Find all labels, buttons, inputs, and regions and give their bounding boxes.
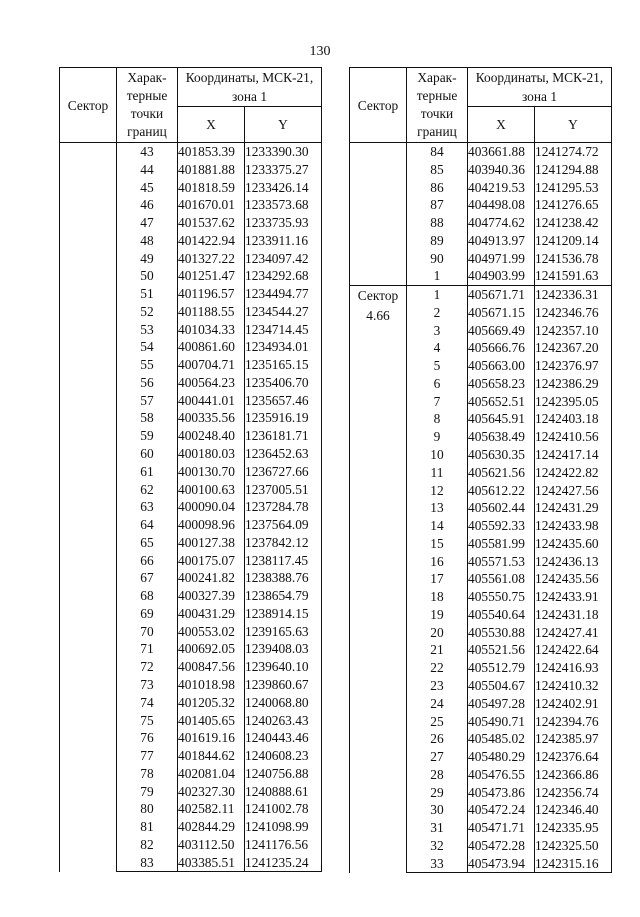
point-number-cell: 12 bbox=[407, 482, 468, 500]
point-number-cell: 13 bbox=[407, 499, 468, 517]
point-number-cell: 3 bbox=[407, 322, 468, 340]
x-coordinate-cell: 405671.15 bbox=[468, 304, 535, 322]
x-coordinate-cell: 400431.29 bbox=[178, 605, 245, 623]
x-coordinate-cell: 405540.64 bbox=[468, 606, 535, 624]
point-number-cell: 9 bbox=[407, 428, 468, 446]
x-coordinate-cell: 402327.30 bbox=[178, 783, 245, 801]
point-number-cell: 55 bbox=[117, 356, 178, 374]
x-coordinate-cell: 400100.63 bbox=[178, 481, 245, 499]
y-coordinate-cell: 1240443.46 bbox=[245, 729, 322, 747]
x-coordinate-cell: 400692.05 bbox=[178, 640, 245, 658]
point-number-cell: 69 bbox=[117, 605, 178, 623]
x-coordinate-cell: 401405.65 bbox=[178, 712, 245, 730]
point-number-cell: 86 bbox=[407, 179, 468, 197]
x-coordinate-cell: 400441.01 bbox=[178, 392, 245, 410]
point-number-cell: 62 bbox=[117, 481, 178, 499]
x-coordinate-cell: 404219.53 bbox=[468, 179, 535, 197]
x-coordinate-cell: 405630.35 bbox=[468, 446, 535, 464]
point-number-cell: 11 bbox=[407, 464, 468, 482]
y-coordinate-cell: 1242431.29 bbox=[535, 499, 612, 517]
y-coordinate-cell: 1234097.42 bbox=[245, 250, 322, 268]
x-coordinate-cell: 401422.94 bbox=[178, 232, 245, 250]
x-coordinate-cell: 405602.44 bbox=[468, 499, 535, 517]
y-coordinate-cell: 1242366.86 bbox=[535, 766, 612, 784]
x-coordinate-cell: 401818.59 bbox=[178, 179, 245, 197]
page-number: 130 bbox=[309, 44, 331, 59]
point-number-cell: 49 bbox=[117, 250, 178, 268]
point-number-cell: 6 bbox=[407, 375, 468, 393]
x-coordinate-cell: 401881.88 bbox=[178, 161, 245, 179]
y-coordinate-cell: 1242346.40 bbox=[535, 801, 612, 819]
point-number-cell: 76 bbox=[117, 729, 178, 747]
x-coordinate-cell: 405530.88 bbox=[468, 624, 535, 642]
y-coordinate-cell: 1242394.76 bbox=[535, 713, 612, 731]
x-coordinate-cell: 405581.99 bbox=[468, 535, 535, 553]
y-coordinate-cell: 1242416.93 bbox=[535, 659, 612, 677]
y-coordinate-cell: 1242336.31 bbox=[535, 286, 612, 304]
point-number-cell: 47 bbox=[117, 214, 178, 232]
y-coordinate-cell: 1242427.41 bbox=[535, 624, 612, 642]
y-coordinate-cell: 1233390.30 bbox=[245, 143, 322, 161]
x-coordinate-cell: 405663.00 bbox=[468, 357, 535, 375]
x-coordinate-cell: 401844.62 bbox=[178, 747, 245, 765]
point-number-cell: 2 bbox=[407, 304, 468, 322]
y-coordinate-cell: 1235657.46 bbox=[245, 392, 322, 410]
x-coordinate-cell: 400704.71 bbox=[178, 356, 245, 374]
point-number-cell: 51 bbox=[117, 285, 178, 303]
x-coordinate-cell: 401034.33 bbox=[178, 321, 245, 339]
y-coordinate-cell: 1235916.19 bbox=[245, 409, 322, 427]
y-coordinate-cell: 1242325.50 bbox=[535, 837, 612, 855]
x-coordinate-cell: 405476.55 bbox=[468, 766, 535, 784]
y-coordinate-cell: 1242357.10 bbox=[535, 322, 612, 340]
point-number-cell: 8 bbox=[407, 410, 468, 428]
x-coordinate-cell: 401670.01 bbox=[178, 196, 245, 214]
x-coordinate-cell: 400564.23 bbox=[178, 374, 245, 392]
x-coordinate-cell: 405490.71 bbox=[468, 713, 535, 731]
x-coordinate-cell: 401018.98 bbox=[178, 676, 245, 694]
y-coordinate-cell: 1237842.12 bbox=[245, 534, 322, 552]
point-number-cell: 45 bbox=[117, 179, 178, 197]
y-coordinate-cell: 1242422.82 bbox=[535, 464, 612, 482]
point-number-cell: 77 bbox=[117, 747, 178, 765]
y-coordinate-cell: 1240263.43 bbox=[245, 712, 322, 730]
point-number-cell: 60 bbox=[117, 445, 178, 463]
point-number-cell: 73 bbox=[117, 676, 178, 694]
x-coordinate-cell: 405550.75 bbox=[468, 588, 535, 606]
point-number-cell: 20 bbox=[407, 624, 468, 642]
point-number-cell: 17 bbox=[407, 570, 468, 588]
y-coordinate-cell: 1242410.56 bbox=[535, 428, 612, 446]
x-coordinate-cell: 400248.40 bbox=[178, 427, 245, 445]
point-number-cell: 85 bbox=[407, 161, 468, 179]
sector-cell bbox=[60, 143, 117, 872]
point-number-cell: 5 bbox=[407, 357, 468, 375]
point-number-cell: 27 bbox=[407, 748, 468, 766]
header-sector: Сектор bbox=[350, 68, 407, 143]
y-coordinate-cell: 1233573.68 bbox=[245, 196, 322, 214]
x-coordinate-cell: 404774.62 bbox=[468, 214, 535, 232]
point-number-cell: 57 bbox=[117, 392, 178, 410]
x-coordinate-cell: 403661.88 bbox=[468, 143, 535, 161]
x-coordinate-cell: 400241.82 bbox=[178, 569, 245, 587]
x-coordinate-cell: 401853.39 bbox=[178, 143, 245, 161]
x-coordinate-cell: 401251.47 bbox=[178, 267, 245, 285]
y-coordinate-cell: 1239408.03 bbox=[245, 640, 322, 658]
point-number-cell: 59 bbox=[117, 427, 178, 445]
point-number-cell: 32 bbox=[407, 837, 468, 855]
x-coordinate-cell: 405671.71 bbox=[468, 286, 535, 304]
x-coordinate-cell: 405473.94 bbox=[468, 855, 535, 873]
point-number-cell: 84 bbox=[407, 143, 468, 161]
x-coordinate-cell: 402582.11 bbox=[178, 800, 245, 818]
x-coordinate-cell: 404913.97 bbox=[468, 232, 535, 250]
y-coordinate-cell: 1241294.88 bbox=[535, 161, 612, 179]
point-number-cell: 53 bbox=[117, 321, 178, 339]
y-coordinate-cell: 1239165.63 bbox=[245, 623, 322, 641]
x-coordinate-cell: 405666.76 bbox=[468, 339, 535, 357]
y-coordinate-cell: 1240068.80 bbox=[245, 694, 322, 712]
header-y: Y bbox=[245, 107, 322, 143]
y-coordinate-cell: 1238654.79 bbox=[245, 587, 322, 605]
x-coordinate-cell: 401196.57 bbox=[178, 285, 245, 303]
point-number-cell: 33 bbox=[407, 855, 468, 873]
point-number-cell: 24 bbox=[407, 695, 468, 713]
x-coordinate-cell: 405652.51 bbox=[468, 393, 535, 411]
x-coordinate-cell: 405473.86 bbox=[468, 784, 535, 802]
point-number-cell: 78 bbox=[117, 765, 178, 783]
y-coordinate-cell: 1240608.23 bbox=[245, 747, 322, 765]
point-number-cell: 14 bbox=[407, 517, 468, 535]
x-coordinate-cell: 405621.56 bbox=[468, 464, 535, 482]
x-coordinate-cell: 403112.50 bbox=[178, 836, 245, 854]
point-number-cell: 79 bbox=[117, 783, 178, 801]
y-coordinate-cell: 1238117.45 bbox=[245, 552, 322, 570]
y-coordinate-cell: 1233375.27 bbox=[245, 161, 322, 179]
y-coordinate-cell: 1242376.64 bbox=[535, 748, 612, 766]
sector-cell bbox=[350, 143, 407, 286]
y-coordinate-cell: 1233426.14 bbox=[245, 179, 322, 197]
point-number-cell: 72 bbox=[117, 658, 178, 676]
y-coordinate-cell: 1237564.09 bbox=[245, 516, 322, 534]
point-number-cell: 30 bbox=[407, 801, 468, 819]
point-number-cell: 29 bbox=[407, 784, 468, 802]
point-number-cell: 15 bbox=[407, 535, 468, 553]
x-coordinate-cell: 400098.96 bbox=[178, 516, 245, 534]
y-coordinate-cell: 1234934.01 bbox=[245, 338, 322, 356]
y-coordinate-cell: 1240756.88 bbox=[245, 765, 322, 783]
y-coordinate-cell: 1242376.97 bbox=[535, 357, 612, 375]
y-coordinate-cell: 1237005.51 bbox=[245, 481, 322, 499]
point-number-cell: 63 bbox=[117, 498, 178, 516]
table-row bbox=[350, 143, 612, 161]
y-coordinate-cell: 1236181.71 bbox=[245, 427, 322, 445]
y-coordinate-cell: 1241098.99 bbox=[245, 818, 322, 836]
point-number-cell: 43 bbox=[117, 143, 178, 161]
y-coordinate-cell: 1242335.95 bbox=[535, 819, 612, 837]
point-number-cell: 67 bbox=[117, 569, 178, 587]
x-coordinate-cell: 400090.04 bbox=[178, 498, 245, 516]
table-row bbox=[350, 286, 612, 304]
point-number-cell: 58 bbox=[117, 409, 178, 427]
point-number-cell: 89 bbox=[407, 232, 468, 250]
point-number-cell: 16 bbox=[407, 553, 468, 571]
y-coordinate-cell: 1242315.16 bbox=[535, 855, 612, 873]
y-coordinate-cell: 1233735.93 bbox=[245, 214, 322, 232]
point-number-cell: 87 bbox=[407, 196, 468, 214]
point-number-cell: 90 bbox=[407, 250, 468, 268]
point-number-cell: 1 bbox=[407, 286, 468, 304]
y-coordinate-cell: 1241295.53 bbox=[535, 179, 612, 197]
x-coordinate-cell: 400861.60 bbox=[178, 338, 245, 356]
y-coordinate-cell: 1236727.66 bbox=[245, 463, 322, 481]
y-coordinate-cell: 1242433.91 bbox=[535, 588, 612, 606]
x-coordinate-cell: 400847.56 bbox=[178, 658, 245, 676]
y-coordinate-cell: 1242402.91 bbox=[535, 695, 612, 713]
x-coordinate-cell: 404498.08 bbox=[468, 196, 535, 214]
point-number-cell: 65 bbox=[117, 534, 178, 552]
point-number-cell: 61 bbox=[117, 463, 178, 481]
coordinates-table-left bbox=[59, 67, 322, 872]
x-coordinate-cell: 402844.29 bbox=[178, 818, 245, 836]
x-coordinate-cell: 405571.53 bbox=[468, 553, 535, 571]
y-coordinate-cell: 1242385.97 bbox=[535, 730, 612, 748]
y-coordinate-cell: 1241209.14 bbox=[535, 232, 612, 250]
x-coordinate-cell: 405612.22 bbox=[468, 482, 535, 500]
table-body-left bbox=[60, 143, 322, 872]
y-coordinate-cell: 1235165.15 bbox=[245, 356, 322, 374]
y-coordinate-cell: 1242410.32 bbox=[535, 677, 612, 695]
point-number-cell: 7 bbox=[407, 393, 468, 411]
x-coordinate-cell: 405471.71 bbox=[468, 819, 535, 837]
point-number-cell: 4 bbox=[407, 339, 468, 357]
point-number-cell: 22 bbox=[407, 659, 468, 677]
point-number-cell: 31 bbox=[407, 819, 468, 837]
x-coordinate-cell: 404903.99 bbox=[468, 267, 535, 285]
header-x: X bbox=[468, 107, 535, 143]
x-coordinate-cell: 401537.62 bbox=[178, 214, 245, 232]
y-coordinate-cell: 1241235.24 bbox=[245, 854, 322, 872]
x-coordinate-cell: 401619.16 bbox=[178, 729, 245, 747]
y-coordinate-cell: 1241536.78 bbox=[535, 250, 612, 268]
y-coordinate-cell: 1242417.14 bbox=[535, 446, 612, 464]
y-coordinate-cell: 1242427.56 bbox=[535, 482, 612, 500]
y-coordinate-cell: 1234494.77 bbox=[245, 285, 322, 303]
point-number-cell: 68 bbox=[117, 587, 178, 605]
x-coordinate-cell: 405504.67 bbox=[468, 677, 535, 695]
y-coordinate-cell: 1241591.63 bbox=[535, 267, 612, 285]
y-coordinate-cell: 1242403.18 bbox=[535, 410, 612, 428]
point-number-cell: 50 bbox=[117, 267, 178, 285]
y-coordinate-cell: 1242435.60 bbox=[535, 535, 612, 553]
x-coordinate-cell: 405561.08 bbox=[468, 570, 535, 588]
point-number-cell: 44 bbox=[117, 161, 178, 179]
table-row bbox=[60, 143, 322, 161]
y-coordinate-cell: 1237284.78 bbox=[245, 498, 322, 516]
x-coordinate-cell: 400180.03 bbox=[178, 445, 245, 463]
y-coordinate-cell: 1239860.67 bbox=[245, 676, 322, 694]
point-number-cell: 82 bbox=[117, 836, 178, 854]
point-number-cell: 18 bbox=[407, 588, 468, 606]
y-coordinate-cell: 1235406.70 bbox=[245, 374, 322, 392]
x-coordinate-cell: 402081.04 bbox=[178, 765, 245, 783]
y-coordinate-cell: 1239640.10 bbox=[245, 658, 322, 676]
point-number-cell: 23 bbox=[407, 677, 468, 695]
point-number-cell: 74 bbox=[117, 694, 178, 712]
x-coordinate-cell: 405669.49 bbox=[468, 322, 535, 340]
point-number-cell: 48 bbox=[117, 232, 178, 250]
point-number-cell: 56 bbox=[117, 374, 178, 392]
sector-number: 4.66 bbox=[366, 308, 390, 324]
point-number-cell: 71 bbox=[117, 640, 178, 658]
x-coordinate-cell: 400175.07 bbox=[178, 552, 245, 570]
y-coordinate-cell: 1242431.18 bbox=[535, 606, 612, 624]
x-coordinate-cell: 405472.24 bbox=[468, 801, 535, 819]
y-coordinate-cell: 1234544.27 bbox=[245, 303, 322, 321]
point-number-cell: 70 bbox=[117, 623, 178, 641]
point-number-cell: 21 bbox=[407, 641, 468, 659]
point-number-cell: 81 bbox=[117, 818, 178, 836]
y-coordinate-cell: 1238388.76 bbox=[245, 569, 322, 587]
x-coordinate-cell: 400130.70 bbox=[178, 463, 245, 481]
x-coordinate-cell: 404971.99 bbox=[468, 250, 535, 268]
point-number-cell: 28 bbox=[407, 766, 468, 784]
x-coordinate-cell: 400127.38 bbox=[178, 534, 245, 552]
point-number-cell: 19 bbox=[407, 606, 468, 624]
point-number-cell: 46 bbox=[117, 196, 178, 214]
x-coordinate-cell: 405638.49 bbox=[468, 428, 535, 446]
y-coordinate-cell: 1242435.56 bbox=[535, 570, 612, 588]
header-boundary-points: Харак- терные точки границ bbox=[117, 68, 178, 143]
x-coordinate-cell: 400327.39 bbox=[178, 587, 245, 605]
y-coordinate-cell: 1242433.98 bbox=[535, 517, 612, 535]
x-coordinate-cell: 405521.56 bbox=[468, 641, 535, 659]
point-number-cell: 88 bbox=[407, 214, 468, 232]
x-coordinate-cell: 401188.55 bbox=[178, 303, 245, 321]
x-coordinate-cell: 405645.91 bbox=[468, 410, 535, 428]
point-number-cell: 1 bbox=[407, 267, 468, 285]
x-coordinate-cell: 405497.28 bbox=[468, 695, 535, 713]
y-coordinate-cell: 1236452.63 bbox=[245, 445, 322, 463]
y-coordinate-cell: 1238914.15 bbox=[245, 605, 322, 623]
x-coordinate-cell: 405592.33 bbox=[468, 517, 535, 535]
y-coordinate-cell: 1242346.76 bbox=[535, 304, 612, 322]
header-sector: Сектор bbox=[60, 68, 117, 143]
coordinates-table-right bbox=[349, 67, 612, 873]
header-boundary-points: Харак- терные точки границ bbox=[407, 68, 468, 143]
point-number-cell: 64 bbox=[117, 516, 178, 534]
table-body-right bbox=[350, 143, 612, 873]
x-coordinate-cell: 401327.22 bbox=[178, 250, 245, 268]
point-number-cell: 80 bbox=[117, 800, 178, 818]
y-coordinate-cell: 1241176.56 bbox=[245, 836, 322, 854]
point-number-cell: 10 bbox=[407, 446, 468, 464]
y-coordinate-cell: 1234292.68 bbox=[245, 267, 322, 285]
x-coordinate-cell: 405512.79 bbox=[468, 659, 535, 677]
sector-cell bbox=[350, 286, 407, 873]
x-coordinate-cell: 405480.29 bbox=[468, 748, 535, 766]
x-coordinate-cell: 403940.36 bbox=[468, 161, 535, 179]
y-coordinate-cell: 1234714.45 bbox=[245, 321, 322, 339]
x-coordinate-cell: 405658.23 bbox=[468, 375, 535, 393]
y-coordinate-cell: 1242386.29 bbox=[535, 375, 612, 393]
point-number-cell: 83 bbox=[117, 854, 178, 872]
y-coordinate-cell: 1241274.72 bbox=[535, 143, 612, 161]
header-coordinates: Координаты, МСК-21, зона 1 bbox=[468, 68, 612, 107]
y-coordinate-cell: 1242436.13 bbox=[535, 553, 612, 571]
y-coordinate-cell: 1241276.65 bbox=[535, 196, 612, 214]
y-coordinate-cell: 1233911.16 bbox=[245, 232, 322, 250]
point-number-cell: 25 bbox=[407, 713, 468, 731]
y-coordinate-cell: 1242395.05 bbox=[535, 393, 612, 411]
x-coordinate-cell: 401205.32 bbox=[178, 694, 245, 712]
x-coordinate-cell: 400553.02 bbox=[178, 623, 245, 641]
y-coordinate-cell: 1242422.64 bbox=[535, 641, 612, 659]
x-coordinate-cell: 405472.28 bbox=[468, 837, 535, 855]
x-coordinate-cell: 403385.51 bbox=[178, 854, 245, 872]
x-coordinate-cell: 405485.02 bbox=[468, 730, 535, 748]
point-number-cell: 52 bbox=[117, 303, 178, 321]
y-coordinate-cell: 1242356.74 bbox=[535, 784, 612, 802]
y-coordinate-cell: 1240888.61 bbox=[245, 783, 322, 801]
y-coordinate-cell: 1241002.78 bbox=[245, 800, 322, 818]
sector-label: Сектор bbox=[357, 288, 399, 304]
y-coordinate-cell: 1242367.20 bbox=[535, 339, 612, 357]
header-x: X bbox=[178, 107, 245, 143]
header-coordinates: Координаты, МСК-21, зона 1 bbox=[178, 68, 322, 107]
x-coordinate-cell: 400335.56 bbox=[178, 409, 245, 427]
header-y: Y bbox=[535, 107, 612, 143]
point-number-cell: 66 bbox=[117, 552, 178, 570]
point-number-cell: 26 bbox=[407, 730, 468, 748]
point-number-cell: 75 bbox=[117, 712, 178, 730]
point-number-cell: 54 bbox=[117, 338, 178, 356]
y-coordinate-cell: 1241238.42 bbox=[535, 214, 612, 232]
